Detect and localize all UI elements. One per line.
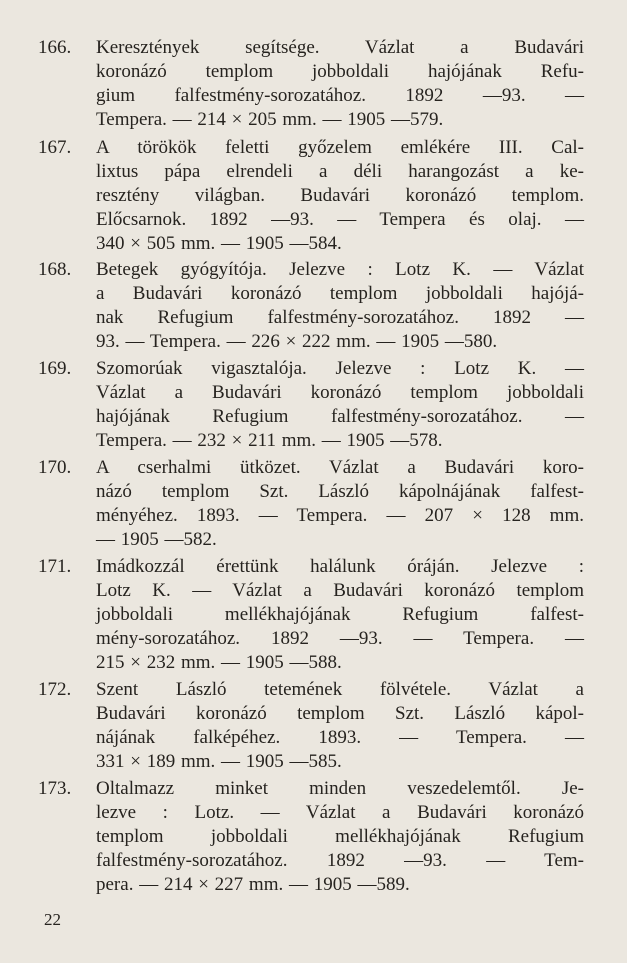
- entry-line: gium falfestmény-sorozatához. 1892 —93. —: [96, 85, 584, 106]
- entry-text: [96, 136, 584, 256]
- entry-line: a Budavári koronázó templom jobboldali hajójá-: [96, 283, 584, 304]
- entry-text: [96, 36, 584, 132]
- entry-line: Szomorúak vigasztalója. Jelezve : Lotz K. —: [96, 358, 584, 379]
- entry-line: nak Refugium falfestmény-sorozatához. 1892 —: [96, 307, 584, 328]
- entry-text: [96, 555, 584, 675]
- entry-line: koronázó templom jobboldali hajójának Refu-: [96, 61, 584, 82]
- entry-line: Oltalmazz minket minden veszedelemtől. Je-: [96, 778, 584, 799]
- entry-number: 169.: [38, 358, 72, 379]
- entry-line: 215 × 232 mm. — 1905 —588.: [96, 652, 342, 673]
- entry-line: Imádkozzál érettünk halálunk óráján. Jelezve :: [96, 556, 584, 577]
- entry-line: Tempera. — 214 × 205 mm. — 1905 —579.: [96, 109, 444, 130]
- entry-line: Szent László tetemének fölvétele. Vázlat a: [96, 679, 584, 700]
- entry-line: Vázlat a Budavári koronázó templom jobboldali: [96, 382, 584, 403]
- entry-line: Budavári koronázó templom Szt. László kápol-: [96, 703, 584, 724]
- entry-line: A törökök feletti győzelem emlékére III. Cal-: [96, 137, 584, 158]
- entry-line: Keresztények segítsége. Vázlat a Budavári: [96, 37, 584, 58]
- entry-line: lixtus pápa elrendeli a déli harangozást a ke-: [96, 161, 584, 182]
- entry-line: ményéhez. 1893. — Tempera. — 207 × 128 mm.: [96, 505, 584, 526]
- entry-number: 170.: [38, 457, 72, 478]
- page-number: 22: [44, 910, 61, 929]
- entry-number: 168.: [38, 259, 72, 280]
- entry-number: 173.: [38, 778, 72, 799]
- entry-number: 171.: [38, 556, 72, 577]
- entry-line: resztény világban. Budavári koronázó templom.: [96, 185, 584, 206]
- entry-line: mény-sorozatához. 1892 —93. — Tempera. —: [96, 628, 584, 649]
- entry-line: pera. — 214 × 227 mm. — 1905 —589.: [96, 874, 410, 895]
- entry-line: názó templom Szt. László kápolnájának falfest-: [96, 481, 584, 502]
- entry-text: [96, 678, 584, 774]
- entry-line: Előcsarnok. 1892 —93. — Tempera és olaj. —: [96, 209, 584, 230]
- entry-number: 166.: [38, 37, 72, 58]
- entry-line: 331 × 189 mm. — 1905 —585.: [96, 751, 342, 772]
- entry-line: hajójának Refugium falfestmény-sorozatához. —: [96, 406, 584, 427]
- entry-text: [96, 777, 584, 897]
- entry-line: lezve : Lotz. — Vázlat a Budavári koronázó: [96, 802, 584, 823]
- entry-line: A cserhalmi ütközet. Vázlat a Budavári koro-: [96, 457, 584, 478]
- entry-line: nájának falképéhez. 1893. — Tempera. —: [96, 727, 584, 748]
- entry-line: templom jobboldali mellékhajójának Refugium: [96, 826, 584, 847]
- entry-text: [96, 258, 584, 354]
- entry-text: [96, 357, 584, 453]
- entry-line: — 1905 —582.: [96, 529, 217, 550]
- entry-line: Lotz K. — Vázlat a Budavári koronázó templom: [96, 580, 584, 601]
- entry-line: jobboldali mellékhajójának Refugium falfest-: [96, 604, 584, 625]
- entry-number: 172.: [38, 679, 72, 700]
- entry-number: 167.: [38, 137, 72, 158]
- entry-line: Tempera. — 232 × 211 mm. — 1905 —578.: [96, 430, 443, 451]
- entry-text: [96, 456, 584, 552]
- entry-line: 340 × 505 mm. — 1905 —584.: [96, 233, 342, 254]
- entry-line: Betegek gyógyítója. Jelezve : Lotz K. — Vázlat: [96, 259, 584, 280]
- entry-line: 93. — Tempera. — 226 × 222 mm. — 1905 —580.: [96, 331, 498, 352]
- entry-line: falfestmény-sorozatához. 1892 —93. — Tem-: [96, 850, 584, 871]
